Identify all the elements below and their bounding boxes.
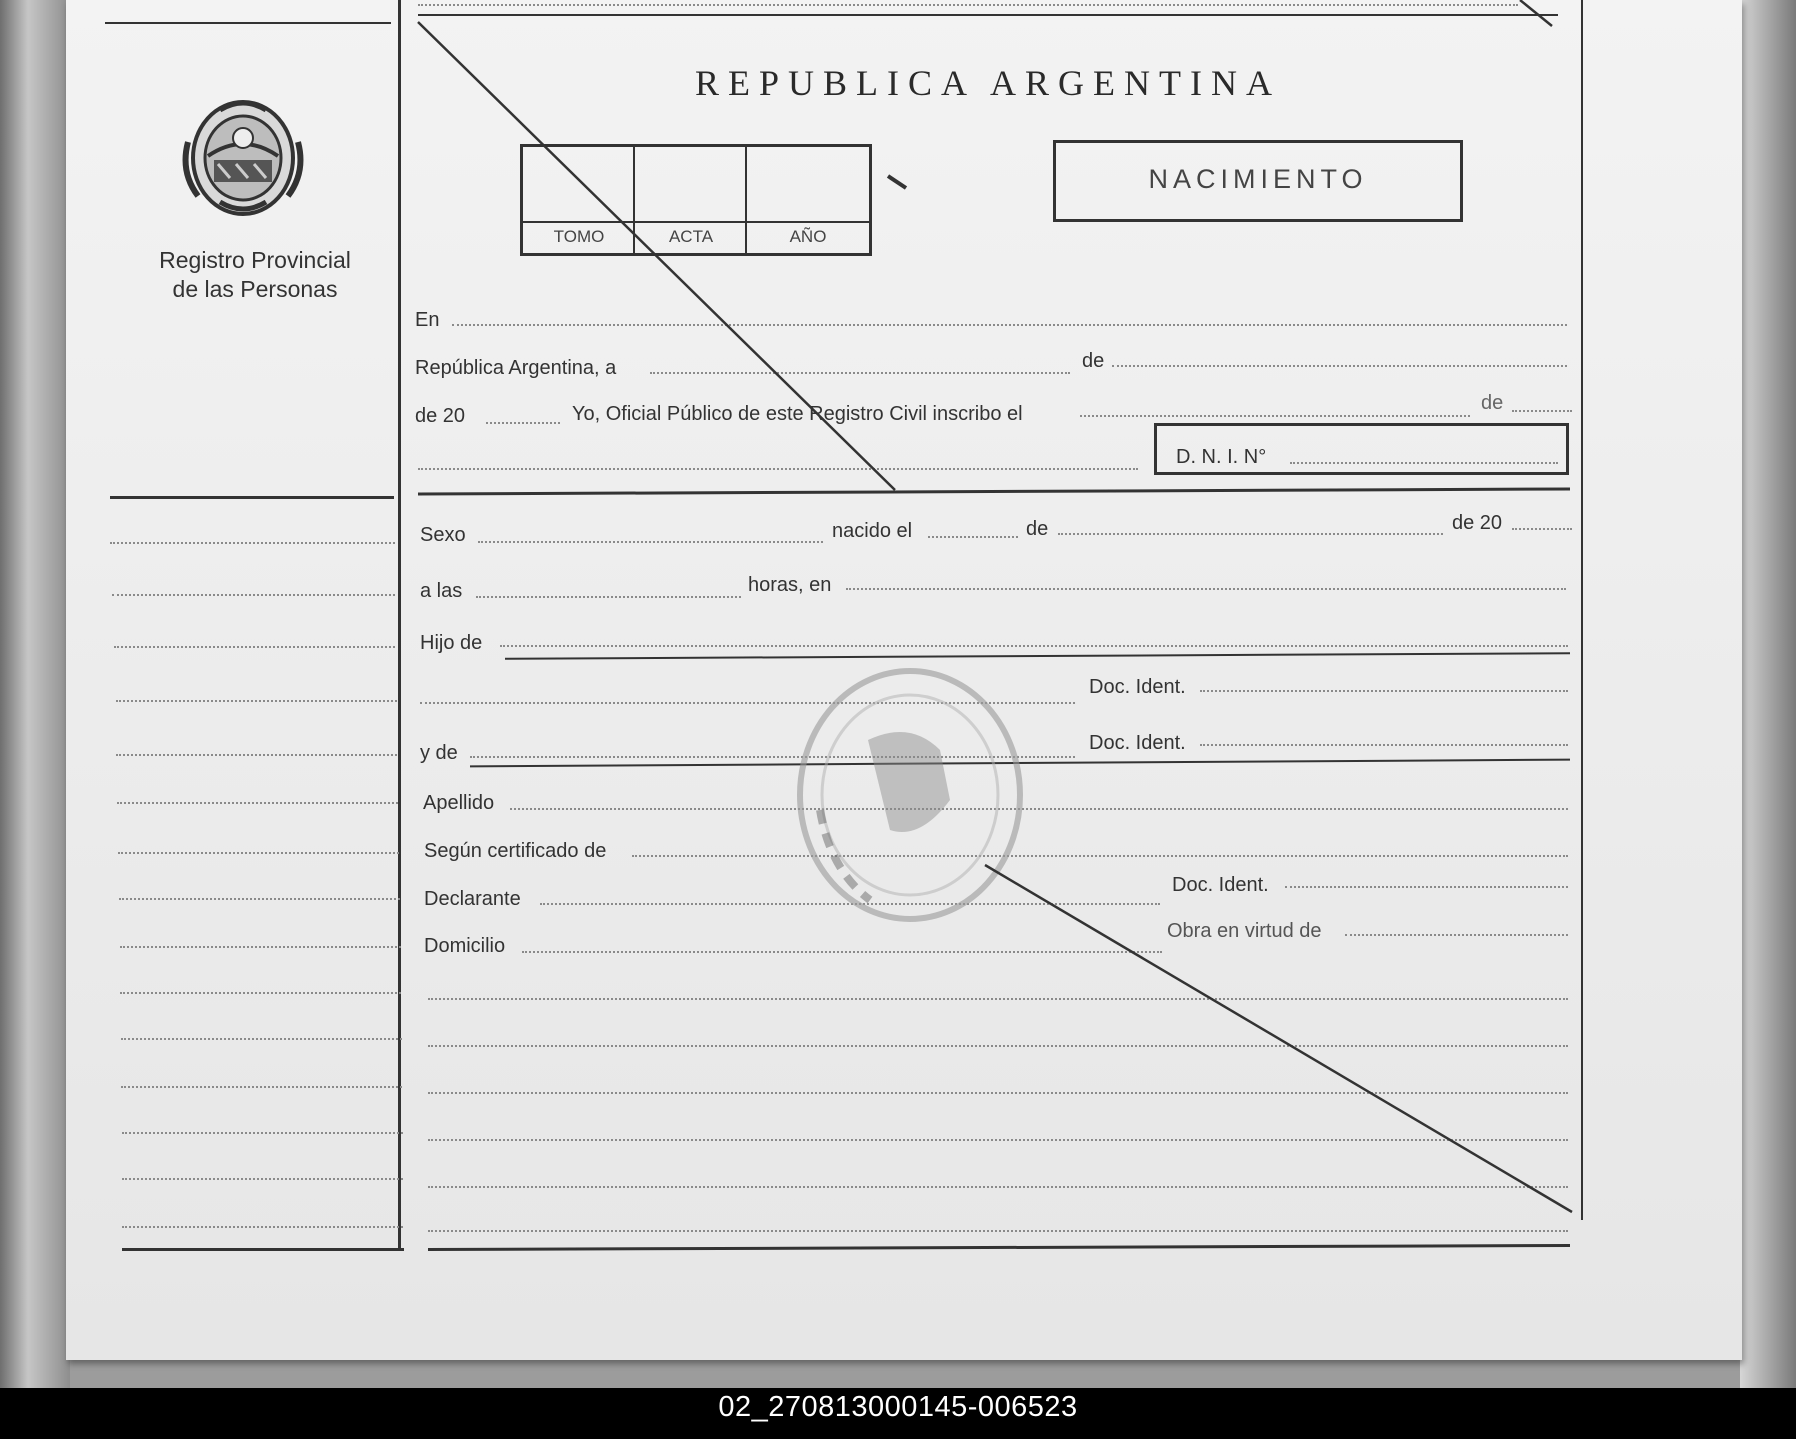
diagonal-line-top-right: [1520, 0, 1552, 26]
scan-id: 02_270813000145-006523: [718, 1391, 1078, 1423]
tomo-caption: TOMO: [553, 227, 605, 246]
registry-name-line2: de las Personas: [172, 276, 338, 302]
registry-name-line1: Registro Provincial: [159, 247, 351, 273]
de-20-label: de 20: [415, 405, 466, 427]
anio-caption: AÑO: [789, 227, 827, 246]
pen-mark: [888, 176, 906, 188]
acta-caption: ACTA: [668, 227, 714, 246]
y-de-label: y de: [420, 742, 458, 764]
a-las-label: a las: [420, 580, 463, 602]
doc-ident-label-2: Doc. Ident.: [1089, 732, 1186, 754]
hijo-label: Hijo de: [420, 632, 483, 654]
republica-label: República Argentina, a: [415, 357, 617, 379]
de-20-label-b: de 20: [1452, 512, 1503, 534]
de-label-2: de: [1481, 392, 1504, 414]
declarante-label: Declarante: [424, 888, 521, 910]
diagonal-line-upper: [418, 22, 895, 490]
domicilio-label: Domicilio: [424, 935, 506, 957]
sexo-label: Sexo: [420, 524, 466, 546]
obra-label: Obra en virtud de: [1167, 920, 1322, 942]
apellido-label: Apellido: [423, 792, 495, 814]
de-label-3: de: [1026, 518, 1049, 540]
page-title: REPUBLICA ARGENTINA: [695, 63, 1282, 103]
horas-label: horas, en: [748, 574, 832, 596]
oficial-label: Yo, Oficial Público de este Registro Civil inscribo el: [572, 403, 1023, 425]
diagonal-line-lower: [985, 865, 1572, 1212]
de-label-1: de: [1082, 350, 1105, 372]
doc-ident-label-3: Doc. Ident.: [1172, 874, 1269, 896]
doc-ident-label-1: Doc. Ident.: [1089, 676, 1186, 698]
dni-label: D. N. I. N°: [1176, 446, 1267, 468]
en-label: En: [415, 309, 440, 331]
segun-label: Según certificado de: [424, 840, 607, 862]
nacido-label: nacido el: [832, 520, 913, 542]
act-type-label: NACIMIENTO: [1148, 164, 1368, 194]
